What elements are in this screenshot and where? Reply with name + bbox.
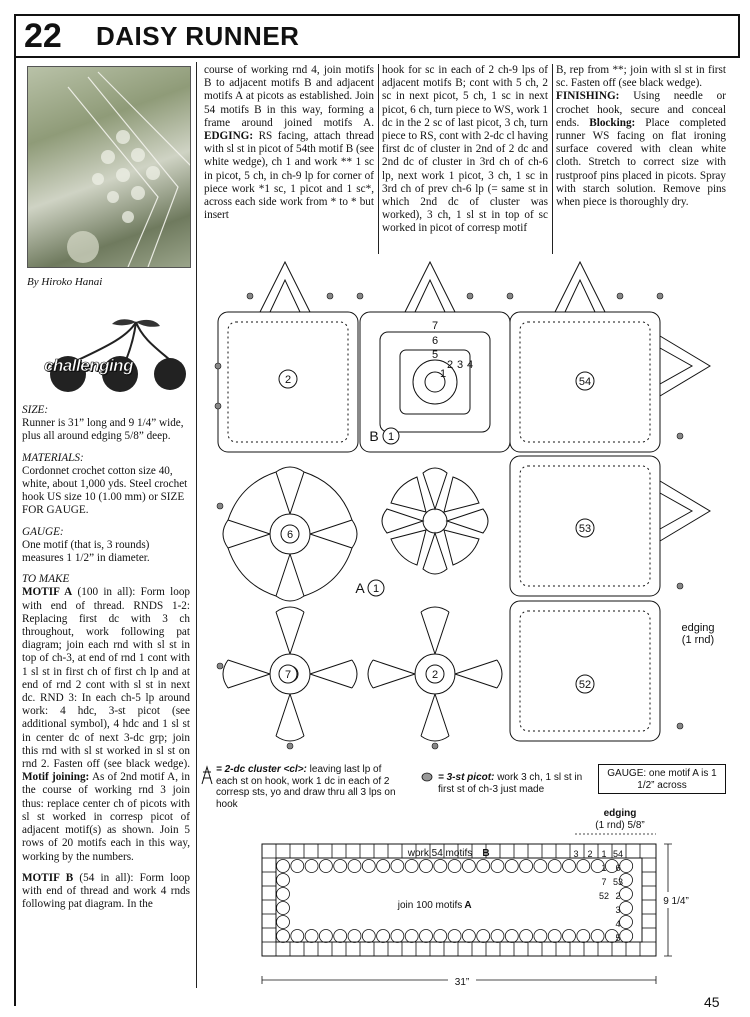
motif-a-circle [505,860,518,873]
motif-a-text: (100 in all): Form loop with end of thread. RNDS 1-2: Replacing first dc with 3 ch throughout, work following pat diagram; join each rnd with sl st in top of ch-3, at end of rnd 1 cont with 1 sl st in first ch of first ch lp and at end of rnd 2 cont with sl st in next dc. RND 3: In each ch-5 lp around work: 4 hdc, 3-st picot (see additional symbol), 4 hdc and 1 sl st in center dc of next 3-dc grp; join this rnd with sl st worked in sl st on rnd 2. Fasten off (see black wedge). [22,586,191,771]
motif-a-circle [620,916,633,929]
motif-a-circle [305,860,318,873]
picot-legend-text: work 3 ch, 1 sl st in first st of ch-3 just made [438,772,583,795]
to-make-heading: TO MAKE [22,573,70,586]
motif-label: 7 [284,669,292,681]
motif-a-circle [277,902,290,915]
motif-a-circle [491,860,504,873]
motif-joining-text: As of 2nd motif A, in the course of working rnd 3 join thus: replace center ch of picots with sl st worked in corresp picot of adjacent motif(s) as shown. Join 5 rows of 20 motifs each in this way, working by the numbers. [22,771,190,863]
motif-a-circle [391,860,404,873]
motif-label: 2 [431,669,439,681]
cluster-legend-title: = 2-dc cluster <cl>: [216,764,307,775]
motif-a-circle [520,860,533,873]
motif-a-circle [534,860,547,873]
motif-a-circle [319,930,332,943]
motif-a-circle [405,860,418,873]
motif-a-circle [420,930,433,943]
pattern-title: DAISY RUNNER [96,20,300,51]
left-rule [14,58,16,1006]
motif-order-number: 6 [615,863,621,873]
motif-a-heading: MOTIF A [22,586,73,599]
motif-a-circle [477,930,490,943]
motif-a-circle [348,930,361,943]
motif-a-circle [305,930,318,943]
motif-order-number: 52 [598,891,610,901]
motif-b-square [510,601,660,741]
picot-legend [438,772,588,795]
motif-label: 54 [578,376,592,388]
edging-heading: EDGING: [204,130,254,143]
motif-b-number: 1 [387,431,395,443]
gauge-text: One motif (that is, 3 rounds) measures 1 1/2” in diameter. [22,538,150,565]
motif-a-circle [334,930,347,943]
motif-a-circle [362,930,375,943]
motif-a-circle [563,930,576,943]
motif-b-square [360,312,510,452]
motif-a-circle [577,930,590,943]
motif-b-letter: B [482,848,490,859]
motif-order-number: 3 [573,849,579,859]
motif-a-circle [405,930,418,943]
motif-a-circle [277,860,290,873]
motif-a-circle [362,860,375,873]
round-number: 6 [431,335,439,347]
edging-sub: (1 rnd) [681,634,715,646]
column-divider [196,262,197,988]
motif-label: 2 [284,374,292,386]
materials-text: Cordonnet crochet cotton size 40, white, about 1,000 yds. Steel crochet hook US size 10 (1.00 mm) or SIZE FOR GAUGE. [22,464,188,517]
round-number: 5 [431,349,439,361]
edging-label: edging [603,808,637,819]
motif-order-number: 2 [615,891,621,901]
motif-a-circle [591,930,604,943]
motif-order-number: 3 [615,905,621,915]
motif-a-number: 1 [372,583,380,595]
motif-order-number: 2 [587,849,593,859]
difficulty-label: challenging [44,356,133,375]
motif-label: 53 [578,523,592,535]
stitch-diagram [200,256,736,756]
motif-b-heading: MOTIF B [22,871,74,884]
motif-a-circle [377,860,390,873]
motif-order-number: 5 [615,933,621,943]
motif-a-circle [505,930,518,943]
motif-order-number: 1 [601,849,607,859]
title-bar [14,14,740,58]
picot-legend-title: = 3-st picot: [438,772,495,783]
materials-heading: MATERIALS: [22,451,84,464]
motif-a-circle [434,860,447,873]
motif-a-circle [334,860,347,873]
motif-a-circle [277,874,290,887]
motif-a-circle [377,930,390,943]
motif-a-circle [620,860,633,873]
edging-label: edging [681,622,715,634]
layout-schematic [200,800,736,990]
motif-b-continued: course of working rnd 4, join motifs B to adjacent motifs B and adjacent motifs A at picots as established. Join 54 motifs B in this way, forming a frame around joined motifs A. [204,64,374,129]
round-number: 1 [439,368,447,380]
motif-b-text: (54 in all): Form loop with end of thread and work 4 rnds following pat diagram. In the [22,871,190,911]
edging-continued: hook for sc in each of 2 ch-9 lps of adjacent motifs B; cont with 5 ch, 2 sc in next picot, 5 ch, 1 sc in next picot, 6 ch, turn piece to WS, work 1 dc in the 2 sc of last picot, 3 ch, turn piece to RS, cont with 2-dc cl having first dc of cluster in 2nd of 2 dc and 2nd dc of cluster in 3rd ch of ch-6 lp, next work 1 picot, 3 ch, 1 sc in 3rd ch of prev ch-6 lp (= same st in which 2nd dc of cluster was worked), 3 ch, 1 sl st in top of sc worked in picot of corresp motif [382,64,548,235]
motif-a-circle [462,860,475,873]
finishing-heading: FINISHING: [556,90,620,103]
motif-a-circle [291,930,304,943]
column-divider [196,62,197,262]
size-text: Runner is 31” long and 9 1/4” wide, plus all around edging 5/8” deep. [22,417,184,443]
length-label: 31” [454,977,470,988]
runner-photo [27,66,191,268]
width-label: 9 1/4” [663,896,689,907]
motif-a-letter: A [464,900,472,911]
blocking-heading: Blocking: [589,116,636,129]
finishing-text: Using needle or crochet hook, secure and conceal ends. [556,90,726,129]
motif-a-circle [548,930,561,943]
motif-order-number: 4 [615,919,621,929]
round-number: 7 [431,320,439,332]
motif-a-circle [434,930,447,943]
column-divider [552,64,553,254]
round-number: 4 [466,359,474,371]
motif-order-number: 7 [601,877,607,887]
motif-a-circle [620,930,633,943]
cluster-legend-text: leaving last lp of each st on hook, work 1 dc in each of 2 corresp sts, yo and draw thru all 3 lps on hook [216,764,396,810]
picot-symbol-icon [420,771,434,783]
motif-a-circle [477,860,490,873]
left-column [22,404,190,919]
round-number: 2 [446,359,454,371]
motif-a-circle [448,860,461,873]
edging-text: RS facing, attach thread with sl st in picot of 54th motif B (see white wedge), ch 1 and work ** 1 sc in picot, 5 ch, in ch-9 lp for corner of piece work *1 sc, 1 picot and 1 sc*, across each side work from * to * but insert [204,130,375,222]
motif-a-circle [448,930,461,943]
round-number: 3 [456,359,464,371]
motif-label: 52 [578,679,592,691]
gauge-box: GAUGE: one motif A is 1 1/2” across [598,764,726,794]
motif-order-number: 53 [612,877,624,887]
motif-a-circle [520,930,533,943]
motif-a-circle [277,888,290,901]
byline: By Hiroko Hanai [27,276,103,288]
motif-a-circle [534,930,547,943]
text-column-3 [556,64,726,209]
motif-a-circle [491,930,504,943]
motif-label: 6 [286,529,294,541]
motif-a-circle [548,860,561,873]
motif-b-label: B [369,428,379,444]
join-a-label: join 100 motifs [397,900,463,911]
motif-a-circle [277,916,290,929]
edging-depth: (1 rnd) 5/8” [595,820,645,831]
motif-a-circle [277,930,290,943]
motif-joining-heading: Motif joining: [22,771,90,784]
motif-a-circle [620,888,633,901]
text-column-2 [382,64,548,236]
work-b-label: work 54 motifs [407,848,473,859]
motif-order-number: 54 [612,849,624,859]
motif-a-circle [577,860,590,873]
text-column-1 [204,64,374,222]
size-heading: SIZE: [22,404,49,416]
motif-a-circle [420,860,433,873]
gauge-heading: GAUGE: [22,525,64,538]
edging-end: B, rep from **; join with sl st in first sc. Fasten off (see black wedge). [556,64,726,90]
motif-a-circle [348,860,361,873]
page-number: 45 [704,994,720,1010]
motif-a-circle [319,860,332,873]
motif-order-number: 1 [601,863,607,873]
motif-a-circle [563,860,576,873]
motif-a-circle [462,930,475,943]
motif-a-circle [391,930,404,943]
cluster-symbol-icon [200,764,214,786]
blocking-text: Place completed runner WS facing on flat ironing surface covered with clean white cloth. Stretch to correct size with rustproof pins placed in picots. Spray with starch solution. Remove pins when piece is thoroughly dry. [556,116,727,209]
pattern-number: 22 [24,16,62,55]
motif-a-circle [291,860,304,873]
column-divider [378,64,379,254]
motif-a-circle [620,902,633,915]
motif-a-label: A [355,580,365,596]
